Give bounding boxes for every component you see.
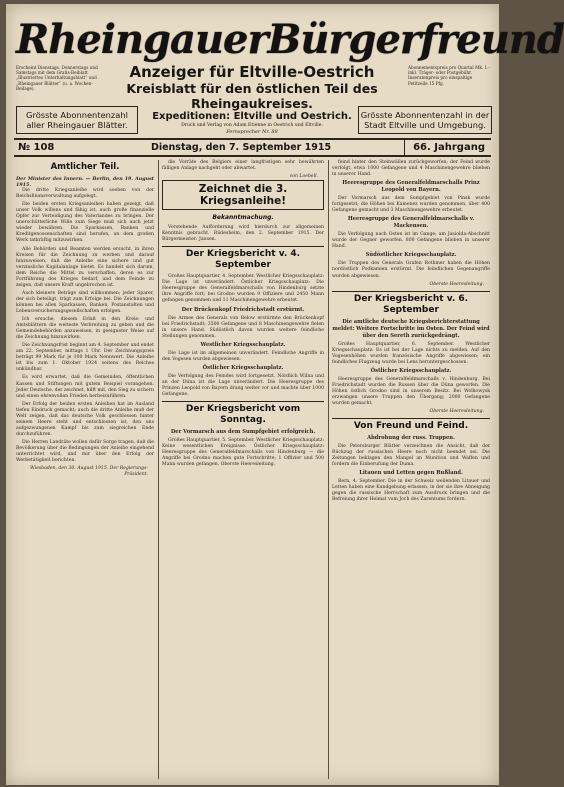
- kreisblatt-title: Kreisblatt für den östlichen Teil des Rheingaukreises.: [126, 81, 378, 111]
- masthead-subtitle: [102, 64, 402, 135]
- subheading: Die amtliche deutsche Kriegsberichterstattung meldet: Weitere Fortschritte im Osten. Der Feind wird über den Sereth zurückgedrängt.: [332, 318, 490, 339]
- section-heading: Der Kriegsbericht v. 6. September: [332, 291, 490, 316]
- ad-left-line-1: Grösste Abonnentenzahl: [26, 110, 128, 120]
- section-heading-amtlich: Amtlicher Teil.: [50, 162, 120, 172]
- paragraph: Alle Behörden und Beamten werden ersucht, in ihren Kreisen für die Zeichnung zu werben und darauf hinzuweisen, daß die Anleihe eine sichere und gut verzinsliche Kapitalanlage bietet. Es handelt sich darum, dem Reiche die Mittel zu verschaffen, deren es zur Fortführung des Krieges bedarf, und dem Feinde zu zeigen, daß unsere Kraft ungebrochen ist.: [16, 246, 154, 288]
- ad-right-line-1: Grösste Abonnentenzahl in der: [360, 110, 490, 120]
- subheading: Heeresgruppe des Generalfeldmarschalls Prinz Leopold von Bayern.: [342, 180, 480, 194]
- dateline-bar: [14, 138, 491, 157]
- issue-date: Dienstag, den 7. September 1915: [150, 142, 332, 153]
- paragraph: Die Verfolgung nach Osten ist im Gange; am Jasiolda-Abschnitt wurde der Gegner geworfen. 800 Gefangene blieben in unserer Hand.: [332, 232, 490, 250]
- paragraph: Die Herren Landräte wollen dafür Sorge tragen, daß die Bevölkerung über die Bedingungen der Anleihe eingehend unterrichtet wird, und mir über den Erfolg der Werbetätigkeit berichten.: [16, 439, 154, 464]
- paragraph: die Vorräte des Belgiers einer langfristigen sehr bewährten fälligen Anlage nachgeht oder abwartet.: [162, 160, 324, 172]
- paragraph: Großes Hauptquartier, 6. September. Westlicher Kriegsschauplatz: Es ist bei der Lage nichts zu melden. Auf den Vogesenhöhen wurden französische Angriffe abgewiesen; ein feindliches Flugzeug wurde bei Lens heruntergeschossen.: [332, 341, 490, 365]
- volume-year: 66. Jahrgang: [404, 140, 491, 155]
- signature: Oberste Heeresleitung.: [429, 409, 484, 415]
- paragraph: Die Petersburger Blätter verzeichnen die Ansicht, daß der Rückzug der russischen Heere noch nicht beendet sei. Die Zeitungen beklagen den Mangel an Munition und Waffen und fordern die Einberufung der Duma.: [332, 444, 490, 468]
- paragraph: Der Erfolg der beiden ersten Anleihen hat im Ausland tiefen Eindruck gemacht; auch die dritte Anleihe muß der Welt zeigen, daß das deutsche Volk geschlossen hinter seinem Heere steht und entschlossen ist, den uns aufgezwungenen Kampf bis zum siegreichen Ende durchzuführen.: [16, 401, 154, 437]
- paragraph: Die Lage ist im allgemeinen unverändert. Feindliche Angriffe in den Vogesen wurden abgewiesen.: [162, 350, 324, 362]
- column-1: [16, 160, 154, 779]
- column-divider: [328, 160, 329, 779]
- subheading: Westlicher Kriegsschauplatz.: [200, 341, 286, 348]
- section-heading: Von Freund und Feind.: [332, 418, 490, 432]
- signature: Oberste Heeresleitung.: [429, 281, 484, 287]
- paragraph: feind hinter den Steinwällen zurückgeworfen; der Feind wurde verfolgt, etwa 1000 Gefangene und 4 Maschinengewehre blieben in unserer Hand.: [332, 160, 490, 178]
- paragraph: Heeresgruppe des Generalfeldmarschalls v. Hindenburg. Bei Friedrichstadt wurden die Russen über die Düna geworfen. Die Höhen östlich Grodno sind in unserem Besitz. Bei Wolkowysk erzwangen unsere Truppen den Übergang; 2000 Gefangene wurden gemacht.: [332, 376, 490, 406]
- paragraph: Die beiden ersten Kriegsanleihen haben gezeigt, daß unser Volk willens und fähig ist, auch große finanzielle Opfer zur Verteidigung des Vaterlandes zu bringen. Der unerschütterliche Wille zum Siege muß sich auch jetzt wieder bewähren. Die Sparkassen, Banken und Kreditgenossenschaften sind berufen, an dem großen Werk tatkräftig mitzuwirken.: [16, 202, 154, 244]
- title-left: Rheingauer: [16, 15, 268, 63]
- issue-number: № 108: [18, 142, 55, 153]
- ad-box-left: [16, 106, 138, 134]
- column-3: [332, 160, 490, 779]
- subheading: Der Brückenkopf Friedrichstadt erstürmt.: [181, 306, 305, 313]
- price-note: Abonnementspreis pro Quartal Mk. 1.- inkl. Träger- oder Postgebühr. Inseratenpreis pro einspaltige Petitzeile 15 Pfg.: [408, 65, 490, 86]
- paragraph: Die Verfolgung des Feindes wird fortgesetzt. Nördlich Wilna und an der Düna ist die Lage unverändert. Die Heeresgruppe des Prinzen Leopold von Bayern drang weiter vor und machte über 1000 Gefangene.: [162, 373, 324, 397]
- subheading: Südöstlicher Kriegsschauplatz.: [365, 252, 457, 259]
- column-2: [162, 160, 324, 779]
- expeditionen-line: Expeditionen: Eltville und Oestrich.: [152, 111, 352, 122]
- subheading: Östlicher Kriegsschauplatz.: [370, 367, 452, 374]
- title-right: Bürgerfreund: [267, 15, 564, 63]
- newspaper-page: [6, 4, 564, 785]
- paragraph: Es wird erwartet, daß die Gemeinden, öffentlichen Kassen und Stiftungen mit gutem Beispiel vorangehen. Jeder Deutsche, der zeichnet, hilft mit, den Sieg zu sichern und einen ehrenvollen Frieden herbeizuführen.: [16, 375, 154, 399]
- paragraph: Die dritte Kriegsanleihe wird soeben von der Reichsfinanzverwaltung aufgelegt.: [16, 188, 154, 200]
- paragraph: Vorstehende Aufforderung wird hierdurch zur allgemeinen Kenntnis gebracht. Rüdesheim, den 2. September 1915. Der Bürgermeister: Jansen.: [162, 225, 324, 243]
- article-dateline: Der Minister des Innern. — Berlin, den 19. August 1915.: [16, 176, 154, 189]
- signature: Wiesbaden, den 30. August 1915. Der Regierungs-Präsident.: [29, 466, 148, 478]
- paragraph: Ich ersuche, diesem Erlaß in den Kreis- und Amtsblättern die weiteste Verbreitung zu geben und die Gemeindebehörden anzuweisen, in geeigneter Weise auf die Zeichnung hinzuwirken.: [16, 317, 154, 341]
- paragraph: Der Vormarsch aus dem Sumpfgebiet von Pinsk wurde fortgesetzt; die Höhen bei Kamenez wurden genommen, über 400 Gefangene gemacht und 3 Maschinengewehre erbeutet.: [332, 196, 490, 214]
- section-heading: Der Kriegsbericht vom Sonntag.: [162, 401, 324, 426]
- anzeiger-title: Anzeiger für Eltville-Oestrich: [129, 63, 375, 81]
- ad-left-line-2: aller Rheingauer Blätter.: [26, 120, 128, 130]
- druck-line: Druck und Verlag von Adam Etienne in Oestrich und Eltville.: [181, 123, 323, 128]
- publication-note: Erscheint Dienstags, Donnerstags und Samstags mit dem Gratis-Beiblatt „Illustriertes Unterhaltungsblatt“ und „Rheingauer Blätter“ (u. a. Wochen-Beilage).: [16, 65, 98, 91]
- paragraph: Bern, 4. September. Die in der Schweiz weilenden Litauer und Letten haben eine Kundgebung erlassen, in der sie ihre Abneigung gegen die russische Herrschaft zum Ausdruck bringen und die Befreiung ihrer Heimat vom Joch des Zarentums fordern.: [332, 479, 490, 503]
- subheading: Abdrohung der russ. Truppen.: [367, 435, 455, 442]
- paragraph: Auch kleinere Beträge sind willkommen; jeder Sparer, der sich beteiligt, trägt zum Erfolge bei. Die Zeichnungen können bei allen Sparkassen, Banken, Postanstalten und Lebensversicherungsgesellschaften erfolgen.: [16, 290, 154, 314]
- paragraph: Die Truppen des Generals Grafen Bothmer haben die Höhen nordöstlich Podkamien erstürmt. Die feindlichen Gegenangriffe wurden abgewiesen.: [332, 261, 490, 279]
- subheading: Litauen und Letten gegen Rußland.: [359, 470, 463, 477]
- column-divider: [158, 160, 159, 779]
- paragraph: Großes Hauptquartier, 4. September. Westlicher Kriegsschauplatz: Die Lage ist unverändert. Östlicher Kriegsschauplatz: Die Heeresgruppe des Generalfeldmarschalls von Hindenburg setzte ihre Angriffe fort; bei Grodno wurden 9 Offiziere und 2450 Mann gefangen genommen und 11 Maschinengewehre erbeutet.: [162, 274, 324, 304]
- section-heading: Der Kriegsbericht v. 4. September: [162, 246, 324, 271]
- ad-right-line-2: Stadt Eltville und Umgebung.: [364, 120, 486, 130]
- subheading: Heeresgruppe des Generalfeldmarschalls v. Mackensen.: [347, 216, 475, 230]
- paragraph: Großes Hauptquartier, 5. September. Westlicher Kriegsschauplatz: Keine wesentlichen Ereignisse. Östlicher Kriegsschauplatz: Heeresgruppe des Generalfeldmarschalls von Hindenburg — die Angriffe bei Grodno machen gute Fortschritte; 1 Offizier und 500 Mann wurden gefangen. Oberste Heeresleitung.: [162, 437, 324, 468]
- bekanntmachung-title: Bekanntmachung.: [212, 214, 274, 222]
- subheading: Östlicher Kriegsschauplatz.: [202, 364, 284, 371]
- masthead-title: [16, 14, 564, 64]
- paragraph: Die Zeichnungsfrist beginnt am 4. September und endet am 22. September, mittags 1 Uhr. Der Zeichnungspreis beträgt 99 Mark für je 100 Mark Nennwert. Die Anleihe ist bis zum 1. Oktober 1924 seitens des Reiches unkündbar.: [16, 343, 154, 373]
- fernsprecher-line: Fernsprecher Nr. 88: [226, 129, 278, 135]
- paragraph: Die Armee des Generals von Below erstürmte den Brückenkopf bei Friedrichstadt; 3500 Gefangene und 8 Maschinengewehre fielen in unsere Hand. Südöstlich davon wurden weitere feindliche Stellungen genommen.: [162, 315, 324, 339]
- ad-box-right: [358, 106, 492, 134]
- headline-kriegsanleihe: Zeichnet die 3. Kriegsanleihe!: [162, 180, 324, 210]
- signature: von Loebell.: [289, 174, 318, 180]
- subheading: Der Vormarsch aus dem Sumpfgebiet erfolgreich.: [170, 428, 316, 435]
